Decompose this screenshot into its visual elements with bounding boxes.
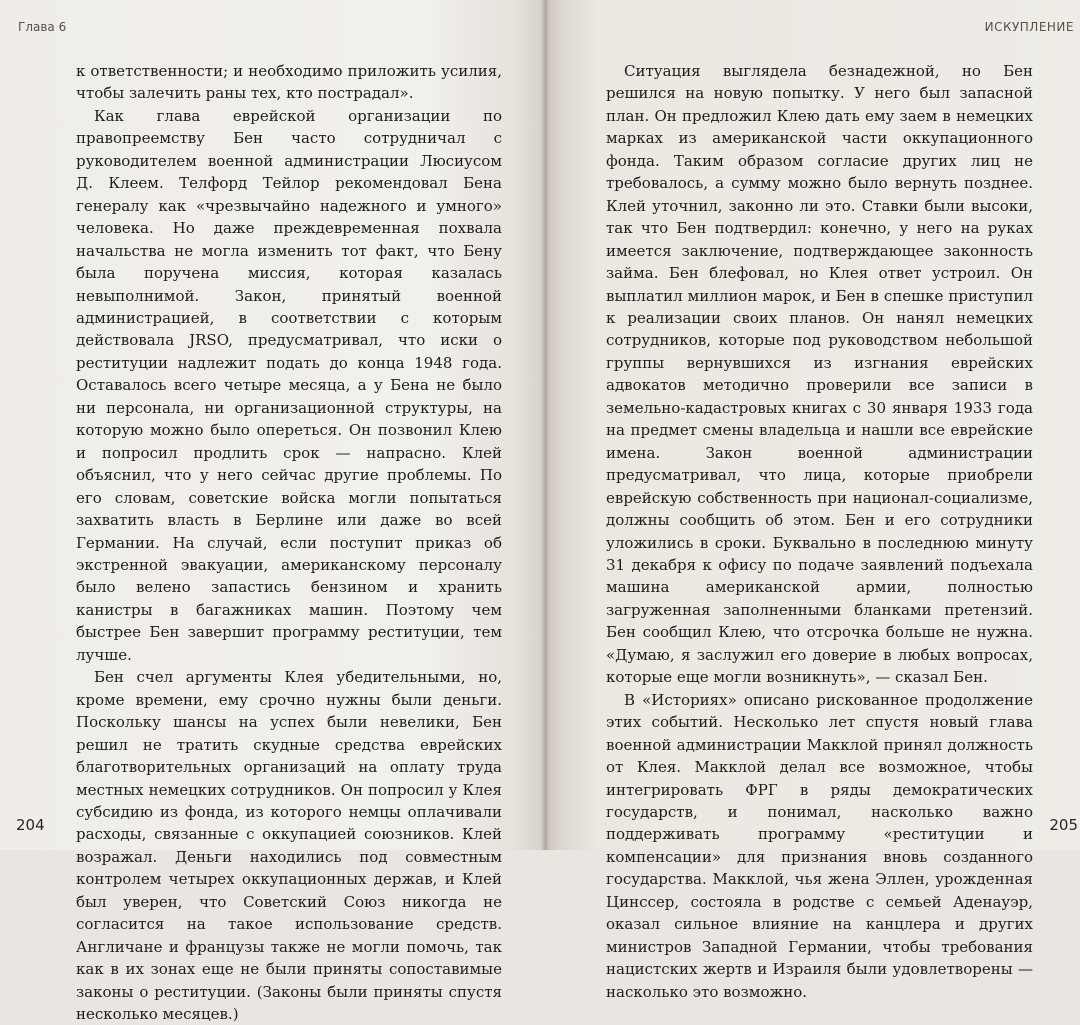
paragraph: Бен счел аргументы Клея убедительными, но, кроме времени, ему срочно нужны были деньги. Поскольку шансы на успех были невелики, Бен решил не тратить скудные средства еврейских благотворительных организаций на оплату труда местных немецких сотрудников. Он попросил у Клея субсидию из фонда, из которого немцы оплачивали расходы, связанные с оккупацией союзников. Клей возражал. Деньги находились под совместным контролем четырех оккупационных держав, и Клей был уверен, что Советский Союз никогда не согласится на такое использование средств. Англичане и французы также не могли помочь, так как в их зонах еще не были приняты сопоставимые законы о реституции. (Законы были приняты спустя несколько месяцев.)	[76, 668, 502, 1024]
paragraph: Как глава еврейской организации по правопреемству Бен часто сотрудничал с руководителем военной администрации Люсиусом Д. Клеем. Телфорд Тейлор рекомендовал Бена генералу как «чрезвычайно надежного и умного» человека. Но даже преждевременная похвала начальства не могла изменить тот факт, что Бену была поручена миссия, которая казалась невыполнимой. Закон, принятый военной администрацией, в соответствии с которым действовала JRSO, предусматривал, что иски о реституции надлежит подать до конца 1948 года. Оставалось всего четыре месяца, а у Бена не было ни персонала, ни организационной структуры, на которую можно было опереться. Он позвонил Клею и попросил продлить срок — напрасно. Клей объяснил, что у него сейчас другие проблемы. По его словам, советские войска могли попытаться захватить власть в Берлине или даже во всей Германии. На случай, если поступит приказ об экстренной эвакуации, американскому персоналу было велено запастись бензином и хранить канистры в багажниках машин. Поэтому чем быстрее Бен завершит программу реституции, тем лучше.	[76, 106, 502, 664]
page-gutter	[541, 0, 549, 850]
right-body-text	[606, 60, 1033, 1003]
right-page	[545, 0, 1080, 1001]
left-running-head: Глава 6	[18, 20, 67, 34]
left-page-number: 204	[16, 816, 45, 834]
left-body-text	[76, 60, 502, 1025]
paragraph: В «Историях» описано рискованное продолжение этих событий. Несколько лет спустя новый глава военной администрации Макклой принял должность от Клея. Макклой делал все возможное, чтобы интегрировать ФРГ в ряды демократических государств, и понимал, насколько важно поддерживать программу «реституции и компенсации» для признания вновь созданного государства. Макклой, чья жена Эллен, урожденная Цинссер, состояла в родстве с семьей Аденауэр, оказал сильное влияние на канцлера и других министров Западной Германии, чтобы требования нацистских жертв и Израиля были удовлетворены — насколько это возможно.	[606, 690, 1033, 1001]
paragraph: к ответственности; и необходимо приложить усилия, чтобы залечить раны тех, кто пострадал».	[76, 62, 502, 103]
right-running-head: ИСКУПЛЕНИЕ	[984, 20, 1074, 34]
paragraph: Ситуация выглядела безнадежной, но Бен решился на новую попытку. У него был запасной план. Он предложил Клею дать ему заем в немецких марках из американской части оккупационного фонда. Таким образом согласие других лиц не требовалось, а сумму можно было вернуть позднее. Клей уточнил, законно ли это. Ставки были высоки, так что Бен подтвердил: конечно, у него на руках имеется заключение, подтверждающее законность займа. Бен блефовал, но Клея ответ устроил. Он выплатил миллион марок, и Бен в спешке приступил к реализации своих планов. Он нанял немецких сотрудников, которые под руководством небольшой группы вернувшихся из изгнания еврейских адвокатов методично проверили все записи в земельно-кадастровых книгах с 30 января 1933 года на предмет смены владельца и нашли все еврейские имена. Закон военной администрации предусматривал, что лица, которые приобрели еврейскую собственность при национал-социализме, должны сообщить об этом. Бен и его сотрудники уложились в сроки. Буквально в последнюю минуту 31 декабря к офису по подаче заявлений подъехала машина американской армии, полностью загруженная заполненными бланками претензий. Бен сообщил Клею, что отсрочка больше не нужна. «Думаю, я заслужил его доверие в любых вопросах, которые еще могли возникнуть», — сказал Бен.	[606, 62, 1033, 687]
right-page-number: 205	[1049, 816, 1078, 834]
